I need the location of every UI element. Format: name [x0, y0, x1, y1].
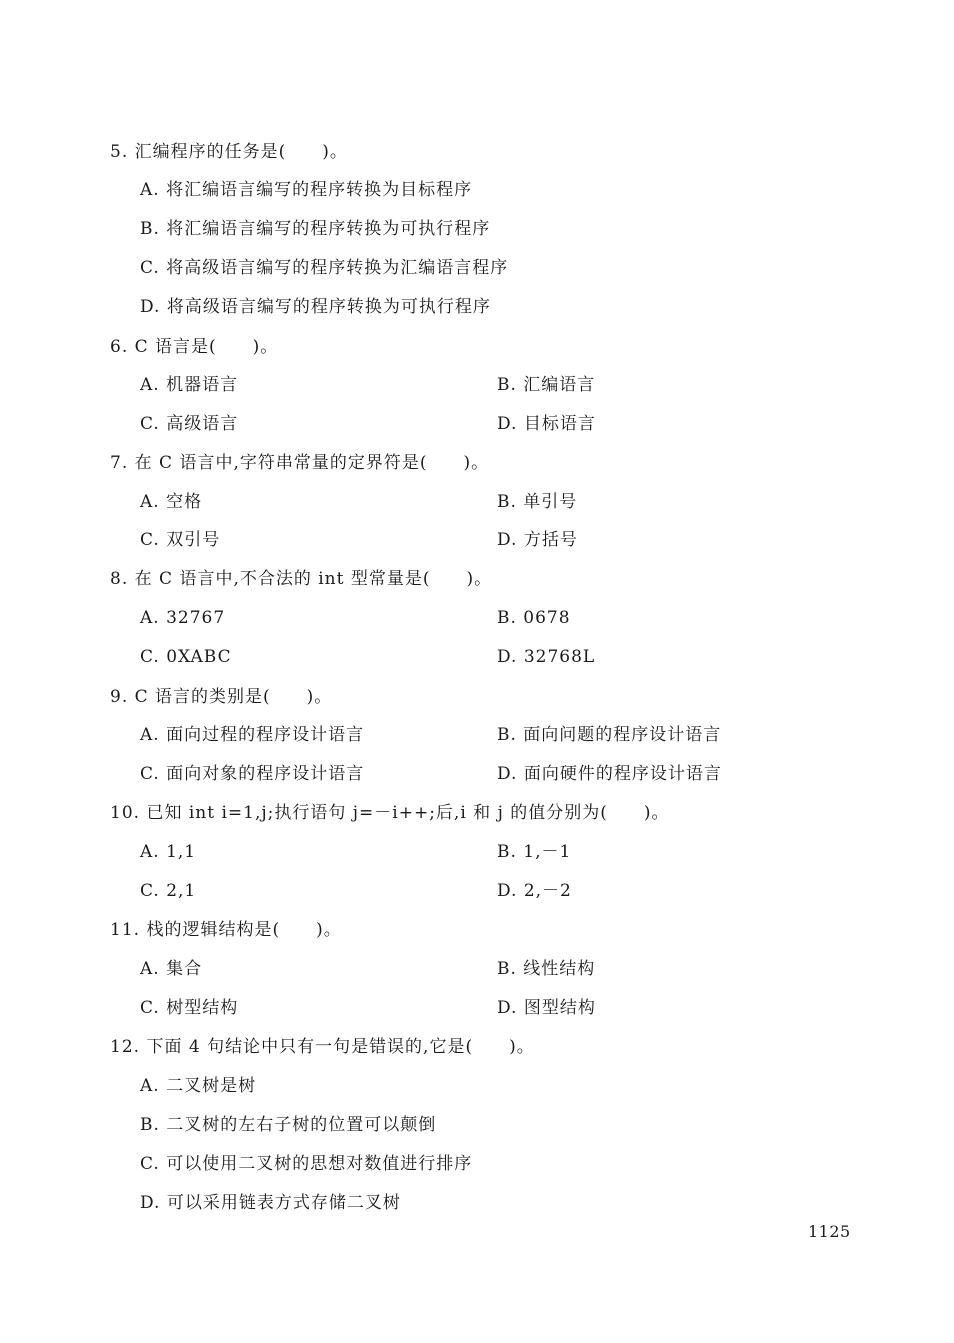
question-5-option-a: A. 将汇编语言编写的程序转换为目标程序 — [140, 180, 473, 200]
question-8-option-d: D. 32768L — [497, 647, 596, 667]
question-8-option-a: A. 32767 — [140, 608, 226, 628]
question-6-option-d: D. 目标语言 — [497, 414, 596, 434]
question-10-stem: 10. 已知 int i=1,j;执行语句 j=－i++;后,i 和 j 的值分别为( )。 — [110, 803, 670, 823]
question-7-option-a: A. 空格 — [140, 492, 203, 512]
question-5-stem: 5. 汇编程序的任务是( )。 — [110, 142, 348, 162]
question-7-stem: 7. 在 C 语言中,字符串常量的定界符是( )。 — [110, 453, 490, 473]
question-6-option-c: C. 高级语言 — [140, 414, 239, 434]
question-5-option-b: B. 将汇编语言编写的程序转换为可执行程序 — [140, 219, 491, 239]
question-5-option-d: D. 将高级语言编写的程序转换为可执行程序 — [140, 297, 491, 317]
question-11-option-c: C. 树型结构 — [140, 998, 239, 1018]
question-12-option-d: D. 可以采用链表方式存储二叉树 — [140, 1193, 401, 1213]
question-9-option-d: D. 面向硬件的程序设计语言 — [497, 764, 722, 784]
question-12-option-c: C. 可以使用二叉树的思想对数值进行排序 — [140, 1154, 473, 1174]
question-9-option-a: A. 面向过程的程序设计语言 — [140, 725, 365, 745]
question-7-option-c: C. 双引号 — [140, 530, 221, 550]
question-10-option-d: D. 2,－2 — [497, 881, 572, 901]
question-10-option-b: B. 1,－1 — [497, 842, 572, 862]
question-11-option-d: D. 图型结构 — [497, 998, 596, 1018]
question-11-stem: 11. 栈的逻辑结构是( )。 — [110, 920, 342, 940]
page-number: 1125 — [808, 1222, 851, 1241]
question-12-stem: 12. 下面 4 句结论中只有一句是错误的,它是( )。 — [110, 1037, 535, 1057]
question-10-option-a: A. 1,1 — [140, 842, 197, 862]
question-9-stem: 9. C 语言的类别是( )。 — [110, 687, 333, 707]
question-8-option-c: C. 0XABC — [140, 647, 232, 667]
question-11-option-b: B. 线性结构 — [497, 959, 596, 979]
question-9-option-b: B. 面向问题的程序设计语言 — [497, 725, 722, 745]
question-9-option-c: C. 面向对象的程序设计语言 — [140, 764, 365, 784]
question-12-option-a: A. 二叉树是树 — [140, 1076, 257, 1096]
question-5-option-c: C. 将高级语言编写的程序转换为汇编语言程序 — [140, 258, 509, 278]
question-6-stem: 6. C 语言是( )。 — [110, 337, 279, 357]
question-11-option-a: A. 集合 — [140, 959, 203, 979]
question-8-option-b: B. 0678 — [497, 608, 571, 628]
question-6-option-a: A. 机器语言 — [140, 375, 239, 395]
question-10-option-c: C. 2,1 — [140, 881, 197, 901]
question-12-option-b: B. 二叉树的左右子树的位置可以颠倒 — [140, 1115, 437, 1135]
question-6-option-b: B. 汇编语言 — [497, 375, 596, 395]
question-8-stem: 8. 在 C 语言中,不合法的 int 型常量是( )。 — [110, 569, 493, 589]
question-7-option-b: B. 单引号 — [497, 492, 578, 512]
question-7-option-d: D. 方括号 — [497, 530, 578, 550]
